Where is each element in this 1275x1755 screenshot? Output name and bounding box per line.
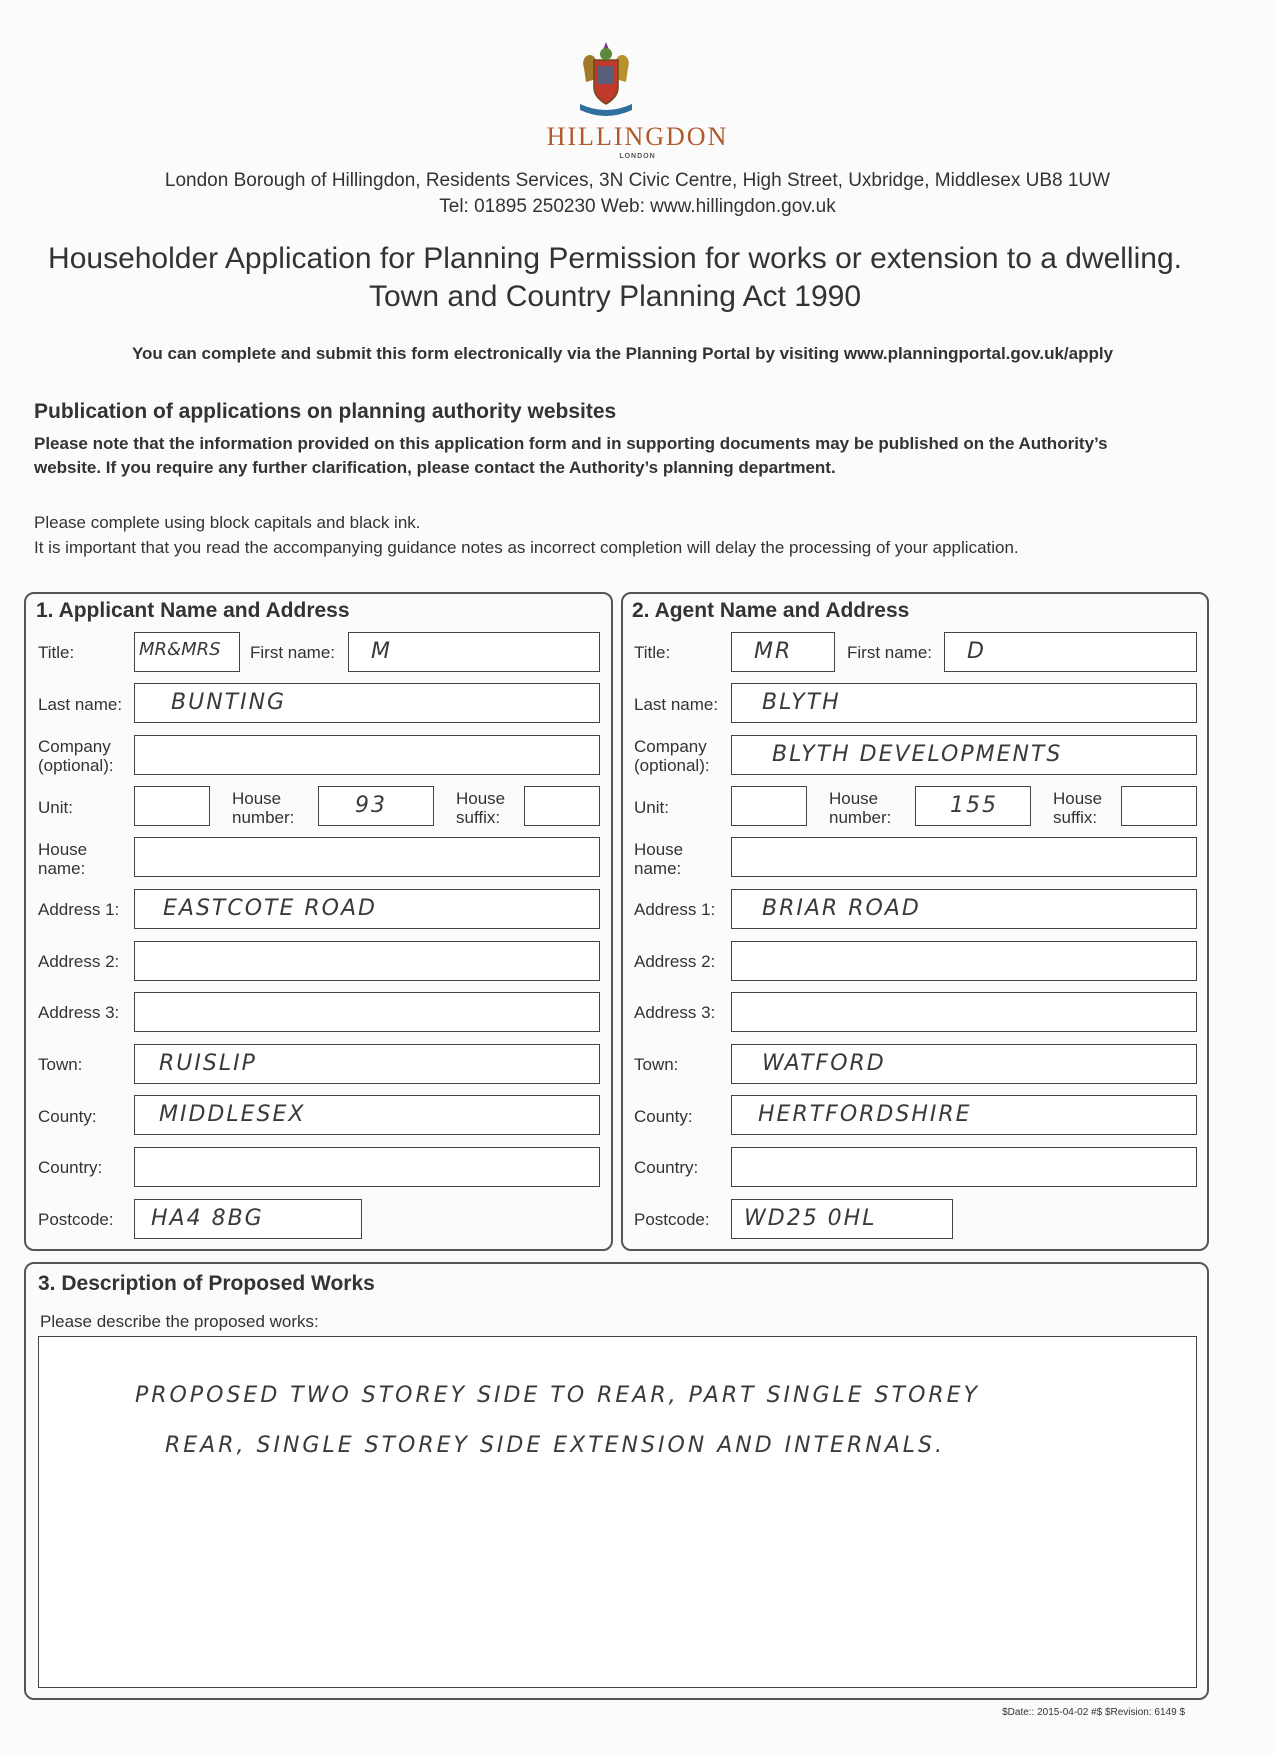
council-sub: LONDON [619,153,656,160]
agent-town-field[interactable] [731,1044,1197,1084]
council-address: London Borough of Hillingdon, Residents Services, 3N Civic Centre, High Street, Uxbridge, Middlesex UB8 1UW [164,170,1111,191]
applicant-company-field[interactable] [134,735,600,775]
agent-county-label: County: [634,1107,693,1126]
applicant-title-field[interactable] [134,632,240,672]
applicant-address1-field[interactable] [134,889,600,929]
agent-address1-field[interactable] [731,889,1197,929]
agent-county-value: HERTFORDSHIRE [758,1102,972,1127]
applicant-house-name-field[interactable] [134,837,600,877]
agent-last-name-field[interactable] [731,683,1197,723]
applicant-address2-field[interactable] [134,941,600,981]
applicant-last-name-label: Last name: [38,695,123,714]
agent-house-name-label: House name: [634,840,684,878]
applicant-unit-label: Unit: [38,798,73,817]
agent-house-name-field[interactable] [731,837,1197,877]
agent-county-field[interactable] [731,1095,1197,1135]
works-description-field[interactable] [38,1336,1197,1688]
applicant-town-label: Town: [38,1055,83,1074]
applicant-address3-label: Address 3: [38,1003,120,1022]
agent-unit-label: Unit: [634,798,669,817]
agent-company-field[interactable] [731,735,1197,775]
works-description-line1: PROPOSED TWO STOREY SIDE TO REAR, PART SINGLE STOREY [135,1383,981,1408]
instructions [34,510,1214,560]
applicant-house-suffix-label: House suffix: [456,789,506,827]
agent-company-value: BLYTH DEVELOPMENTS [772,742,1063,767]
agent-town-value: WATFORD [762,1051,886,1076]
applicant-first-name-field[interactable] [348,632,600,672]
agent-country-field[interactable] [731,1147,1197,1187]
applicant-address3-field[interactable] [134,992,600,1032]
applicant-house-suffix-field[interactable] [524,786,600,826]
applicant-house-number-value: 93 [355,793,387,818]
agent-postcode-label: Postcode: [634,1210,710,1229]
applicant-county-value: MIDDLESEX [159,1102,306,1127]
instruction-line1: Please complete using block capitals and black ink. [34,513,421,532]
revision-footer: $Date:: 2015-04-02 #$ $Revision: 6149 $ [1002,1707,1185,1718]
form-title-line1: Householder Application for Planning Permission for works or extension to a dwelling. [48,242,1182,275]
applicant-town-field[interactable] [134,1044,600,1084]
agent-address2-label: Address 2: [634,952,716,971]
agent-address3-label: Address 3: [634,1003,716,1022]
applicant-house-number-field[interactable] [318,786,434,826]
form-title [0,240,1230,316]
applicant-first-name-label: First name: [250,643,336,662]
agent-address3-field[interactable] [731,992,1197,1032]
agent-house-suffix-label: House suffix: [1053,789,1103,827]
applicant-county-label: County: [38,1107,97,1126]
publication-note: Please note that the information provided on this application form and in supporting documents may be published on the Authority’s website. If you require any further clarification, please contact the Authority’s planning department. [34,434,1108,477]
agent-title-label: Title: [634,643,671,662]
agent-last-name-label: Last name: [634,695,719,714]
publication-heading: Publication of applications on planning authority websites [34,400,617,423]
agent-house-suffix-field[interactable] [1121,786,1197,826]
applicant-address1-label: Address 1: [38,900,120,919]
form-title-line2: Town and Country Planning Act 1990 [369,280,861,313]
agent-house-number-value: 155 [950,793,998,818]
council-contact: Tel: 01895 250230 Web: www.hillingdon.gov.uk [439,196,836,217]
applicant-address1-value: EASTCOTE ROAD [163,896,377,921]
applicant-last-name-value: BUNTING [171,690,287,715]
works-section-title: 3. Description of Proposed Works [38,1272,375,1295]
applicant-last-name-field[interactable] [134,683,600,723]
applicant-postcode-field[interactable] [134,1199,362,1239]
applicant-town-value: RUISLIP [159,1051,257,1076]
applicant-address2-label: Address 2: [38,952,120,971]
agent-title-value: MR [754,639,793,664]
council-name: HILLINGDON [546,122,729,151]
agent-unit-field[interactable] [731,786,807,826]
instruction-line2: It is important that you read the accompanying guidance notes as incorrect completion will delay the processing of your application. [34,538,1019,557]
applicant-house-number-label: House number: [232,789,295,827]
agent-first-name-field[interactable] [944,632,1197,672]
applicant-unit-field[interactable] [134,786,210,826]
agent-last-name-value: BLYTH [762,690,841,715]
agent-postcode-value: WD25 0HL [744,1206,877,1231]
agent-company-label: Company (optional): [634,737,710,775]
applicant-postcode-label: Postcode: [38,1210,114,1229]
agent-address1-value: BRIAR ROAD [762,896,921,921]
applicant-country-field[interactable] [134,1147,600,1187]
agent-first-name-value: D [967,639,986,664]
agent-house-number-field[interactable] [915,786,1031,826]
agent-title-field[interactable] [731,632,835,672]
portal-note: You can complete and submit this form electronically via the Planning Portal by visiting www.planningportal.gov.uk/apply [131,344,1114,363]
agent-address2-field[interactable] [731,941,1197,981]
applicant-first-name-value: M [371,639,392,664]
agent-postcode-field[interactable] [731,1199,953,1239]
works-prompt: Please describe the proposed works: [40,1312,319,1331]
works-description-line2: REAR, SINGLE STOREY SIDE EXTENSION AND INTERNALS. [165,1433,945,1458]
agent-first-name-label: First name: [847,643,933,662]
applicant-title-value: MR&MRS [139,639,221,660]
applicant-house-name-label: House name: [38,840,88,878]
applicant-section-title: 1. Applicant Name and Address [36,599,350,622]
agent-country-label: Country: [634,1158,699,1177]
agent-address1-label: Address 1: [634,900,716,919]
agent-town-label: Town: [634,1055,679,1074]
applicant-postcode-value: HA4 8BG [151,1206,264,1231]
applicant-title-label: Title: [38,643,75,662]
council-crest-logo [566,38,646,122]
agent-house-number-label: House number: [829,789,892,827]
applicant-country-label: Country: [38,1158,103,1177]
applicant-county-field[interactable] [134,1095,600,1135]
applicant-company-label: Company (optional): [38,737,114,775]
agent-section-title: 2. Agent Name and Address [632,599,910,622]
